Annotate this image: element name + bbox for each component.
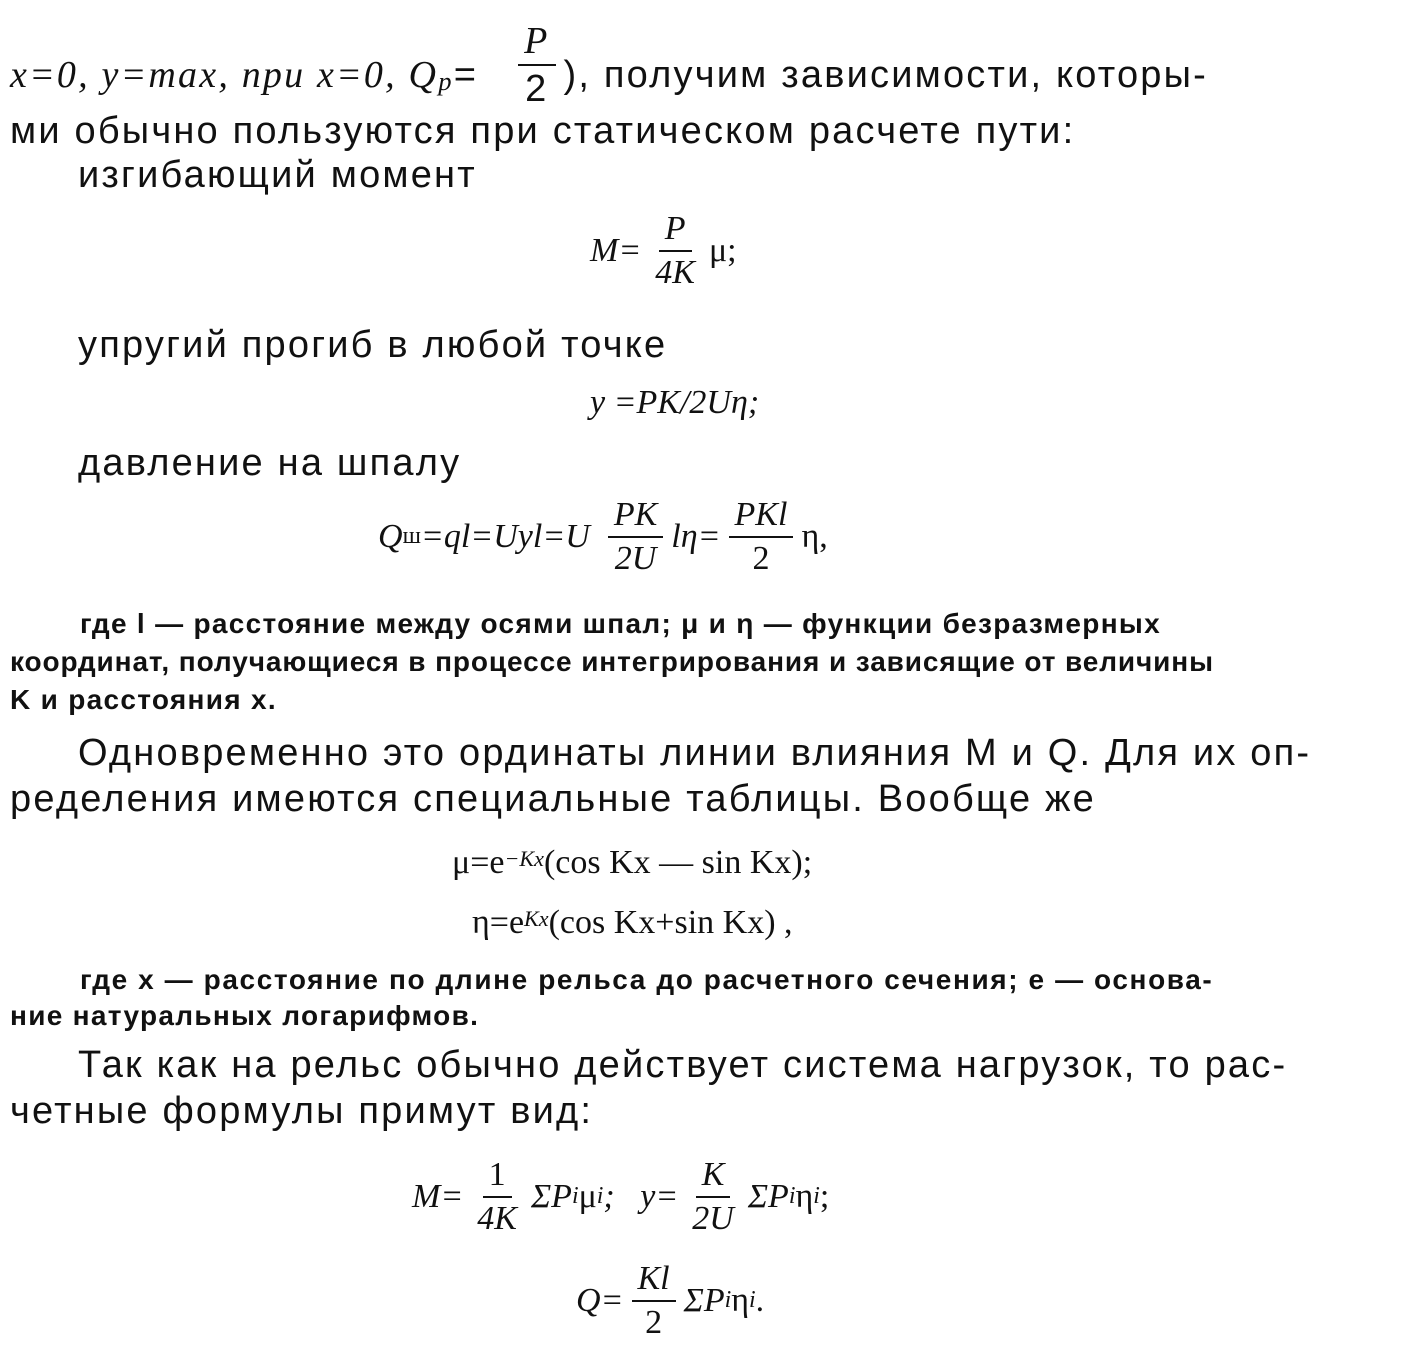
formula-sumQ-eta: η xyxy=(731,1282,750,1319)
formula-eta-rhs: (cos Kx+sin Kx) , xyxy=(548,904,793,941)
line1-fraction xyxy=(518,22,555,108)
moment-label: изгибающий момент xyxy=(78,154,477,196)
formula-M-num: P xyxy=(659,212,692,252)
formula-Q-rhs: η, xyxy=(801,518,828,555)
formula-sumQ-den: 2 xyxy=(645,1304,663,1341)
formula-sumQ-fraction xyxy=(632,1262,676,1340)
formula-sum-sub-c: i xyxy=(788,1183,796,1210)
line1-post: ), получим зависимости, которы- xyxy=(563,54,1209,96)
formula-sum-fraction-1 xyxy=(471,1158,523,1236)
note1-line-3: K и расстояния x. xyxy=(10,684,277,715)
formula-Q-fraction-1 xyxy=(608,498,663,576)
text-line-1 xyxy=(10,20,1209,110)
formula-sumQ-sub-b: i xyxy=(749,1287,756,1314)
formula-Q-num1: PK xyxy=(608,498,663,538)
formula-M-fraction xyxy=(649,212,701,290)
formula-sum-sub-b: i xyxy=(596,1183,604,1210)
formula-sumQ-end: . xyxy=(755,1282,765,1319)
formula-sum-mid2: ΣP xyxy=(747,1178,789,1215)
formula-sum-sub-a: i xyxy=(571,1183,579,1210)
formula-sum-moment-deflection xyxy=(412,1158,829,1236)
formula-mu-rhs: (cos Kx — sin Kx); xyxy=(543,844,813,881)
formula-eta-exp: Kx xyxy=(524,905,549,931)
formula-sumQ-mid: ΣP xyxy=(683,1282,725,1319)
para2-line-1: Одновременно это ординаты линии влияния M и Q. Для их оп- xyxy=(78,732,1312,774)
formula-pressure xyxy=(378,498,828,576)
note2-line-2: ние натуральных логарифмов. xyxy=(10,1000,480,1031)
formula-sum-den1: 4K xyxy=(477,1200,517,1237)
formula-sum-num1: 1 xyxy=(483,1158,512,1198)
formula-sumQ-num: Kl xyxy=(632,1262,676,1302)
formula-mu-exp: −Kx xyxy=(504,845,544,871)
formula-eta-lhs: η=e xyxy=(472,904,525,941)
para3-line-2: четные формулы примут вид: xyxy=(10,1090,594,1132)
line1-sub: р xyxy=(438,65,454,96)
formula-sum-pressure xyxy=(576,1262,764,1340)
formula-Q-fraction-2 xyxy=(729,498,794,576)
formula-sum-eta: η xyxy=(795,1178,814,1215)
formula-sum-sep: ; y= xyxy=(603,1178,679,1215)
formula-sum-num2: K xyxy=(696,1158,731,1198)
formula-sum-sub-d: i xyxy=(813,1183,820,1210)
formula-mu-lhs: μ=e xyxy=(452,844,505,881)
formula-sum-end: ; xyxy=(819,1178,830,1215)
note1-line-2: координат, получающиеся в процессе интегрирования и зависящие от величины xyxy=(10,646,1214,677)
formula-Q-mid2: lη= xyxy=(671,518,721,555)
formula-mu xyxy=(452,846,812,880)
para2-line-2: ределения имеются специальные таблицы. Вообще же xyxy=(10,778,1097,820)
text-line-2: ми обычно пользуются при статическом расчете пути: xyxy=(10,110,1076,152)
para3-line-1: Так как на рельс обычно действует система нагрузок, то рас- xyxy=(78,1044,1288,1086)
formula-eta xyxy=(472,906,793,940)
formula-sum-den2: 2U xyxy=(692,1200,734,1237)
pressure-label: давление на шпалу xyxy=(78,442,462,484)
line1-frac-den: 2 xyxy=(525,68,549,110)
line1-eq: = xyxy=(453,54,479,96)
formula-M-lhs: M= xyxy=(590,232,642,269)
formula-Q-sub: ш xyxy=(402,523,421,550)
formula-sumQ-lhs: Q= xyxy=(576,1282,624,1319)
formula-Q-mid1: =ql=Uyl=U xyxy=(420,518,590,555)
formula-sumQ-sub-a: i xyxy=(724,1287,732,1314)
formula-sum-fraction-2 xyxy=(686,1158,740,1236)
line1-pre: x=0, y=max, при x=0, Q xyxy=(10,54,439,96)
formula-Q-den1: 2U xyxy=(614,540,657,577)
formula-deflection: y =PK/2Uη; xyxy=(590,384,760,421)
formula-Q-num2: PKl xyxy=(729,498,794,538)
formula-moment xyxy=(590,212,737,290)
formula-sum-M-lhs: M= xyxy=(412,1178,464,1215)
line1-frac-num: P xyxy=(518,22,555,66)
formula-sum-mid1: ΣP xyxy=(530,1178,572,1215)
formula-M-den: 4K xyxy=(655,254,695,291)
deflection-label: упругий прогиб в любой точке xyxy=(78,324,668,366)
formula-Q-den2: 2 xyxy=(752,540,770,577)
formula-sum-mu: μ xyxy=(578,1178,597,1215)
formula-Q-lhs: Q xyxy=(378,518,403,555)
formula-M-rhs: μ; xyxy=(708,232,737,269)
note1-line-1: где l — расстояние между осями шпал; μ и η — функции безразмерных xyxy=(80,608,1161,639)
note2-line-1: где x — расстояние по длине рельса до расчетного сечения; e — основа- xyxy=(80,964,1214,995)
